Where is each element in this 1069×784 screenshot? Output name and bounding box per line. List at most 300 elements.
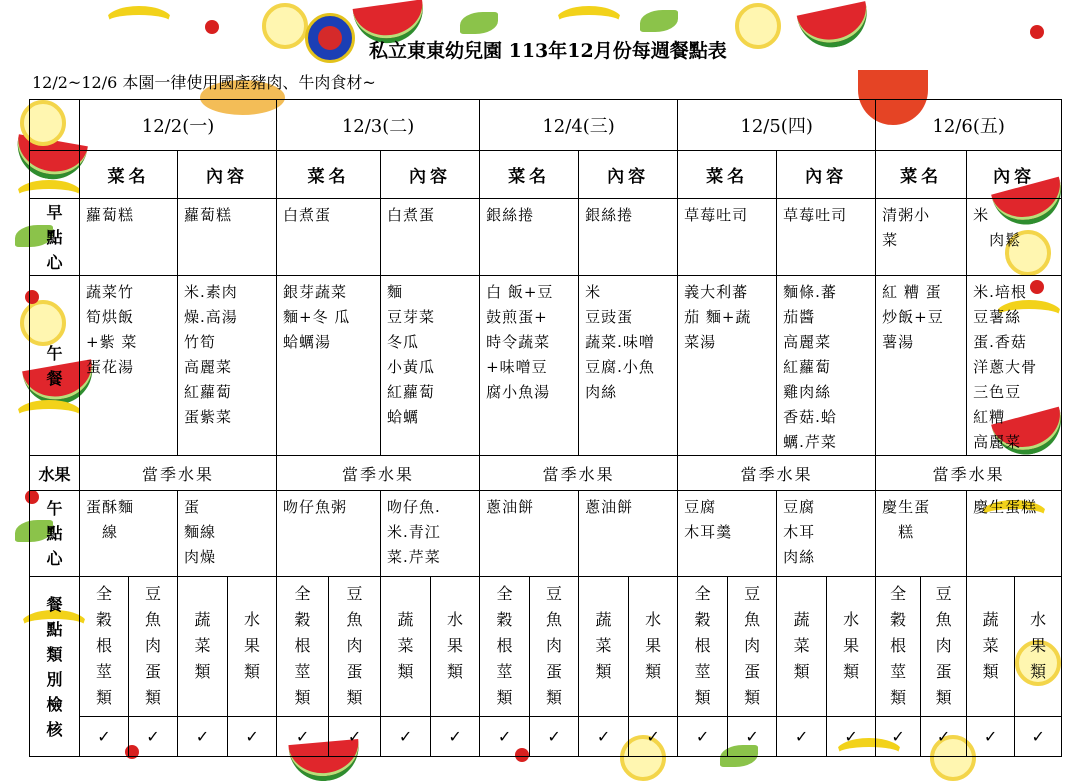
category-char: 水 — [1030, 610, 1047, 629]
column-header-name: 菜名 — [678, 151, 777, 199]
text-line: 白煮蛋 — [283, 206, 332, 224]
row-label-char: 別 — [46, 669, 63, 689]
banana-decoration — [105, 6, 173, 37]
snack-content — [777, 491, 876, 577]
category-char: 莖 — [95, 662, 112, 681]
lunch-name — [277, 276, 381, 456]
category-char: 莖 — [496, 662, 513, 681]
check-mark: ✓ — [827, 717, 876, 757]
text-line: 木耳 — [783, 523, 816, 541]
check-mark: ✓ — [228, 717, 277, 757]
check-mark: ✓ — [277, 717, 329, 757]
text-line: 小黃瓜 — [387, 358, 436, 376]
check-mark: ✓ — [1015, 717, 1062, 757]
text-line: 鼓煎蛋+ — [486, 308, 548, 326]
food-category — [876, 577, 921, 717]
row-label-char: 餐 — [46, 594, 63, 614]
text-line: 麵線 — [184, 523, 217, 541]
cherry-decoration — [1030, 25, 1044, 39]
row-label-lunch — [30, 276, 80, 456]
column-header-content: 內容 — [579, 151, 678, 199]
food-category — [80, 577, 129, 717]
text-line: 蛋.香菇 — [973, 333, 1027, 351]
text-line: 米.素肉 — [184, 283, 238, 301]
breakfast-content — [178, 199, 277, 276]
lunch-name — [480, 276, 579, 456]
check-mark: ✓ — [777, 717, 827, 757]
category-char: 蔬 — [194, 610, 211, 629]
text-line: 義大利蕃 — [684, 283, 749, 301]
text-line: 麵+冬 瓜 — [283, 308, 351, 326]
text-line: 肉鬆 — [973, 231, 1022, 249]
row-label-fruit: 水果 — [30, 456, 80, 491]
page-title: 私立東東幼兒園 113年12月份每週餐點表 — [369, 40, 727, 62]
text-line: 紅蘿蔔 — [184, 383, 233, 401]
lunch-content — [777, 276, 876, 456]
day-header-row — [30, 100, 1062, 151]
snack-content — [967, 491, 1062, 577]
day-header: 12/2(一) — [80, 100, 277, 151]
category-char: 根 — [890, 636, 907, 655]
category-char: 魚 — [346, 610, 363, 629]
breakfast-content — [777, 199, 876, 276]
breakfast-name — [80, 199, 178, 276]
category-char: 果 — [645, 636, 662, 655]
category-char — [777, 581, 826, 607]
category-char: 蔬 — [982, 610, 999, 629]
category-char: 類 — [346, 688, 363, 707]
category-char: 類 — [294, 688, 311, 707]
category-char: 類 — [95, 688, 112, 707]
category-char: 蛋 — [346, 662, 363, 681]
day-header: 12/5(四) — [678, 100, 876, 151]
check-mark: ✓ — [480, 717, 530, 757]
category-char: 魚 — [935, 610, 952, 629]
text-line: 蘿蔔糕 — [86, 206, 135, 224]
category-char: 穀 — [294, 610, 311, 629]
text-line: 菜.芹菜 — [387, 548, 441, 566]
food-category — [967, 577, 1015, 717]
category-char: 豆 — [935, 584, 952, 603]
category-char: 豆 — [546, 584, 563, 603]
category-char: 類 — [935, 688, 952, 707]
category-char: 類 — [194, 662, 211, 681]
category-char: 肉 — [546, 636, 563, 655]
text-line: 慶生蛋 — [882, 498, 931, 516]
text-line: 豆腐 — [783, 498, 816, 516]
category-char: 類 — [397, 662, 414, 681]
corner-cell — [30, 100, 80, 151]
category-char: 蔬 — [397, 610, 414, 629]
category-char — [1015, 581, 1061, 607]
category-char: 類 — [843, 662, 860, 681]
text-line: 豆腐 — [684, 498, 717, 516]
food-category — [431, 577, 480, 717]
snack-name — [80, 491, 178, 577]
text-line: 紅 糟 蛋 — [882, 283, 942, 301]
category-char: 類 — [496, 688, 513, 707]
text-line: 菜 — [882, 231, 899, 249]
breakfast-name — [480, 199, 579, 276]
category-char: 根 — [496, 636, 513, 655]
category-char: 全 — [95, 584, 112, 603]
text-line: 薯湯 — [882, 333, 915, 351]
category-char — [629, 581, 677, 607]
check-row — [30, 717, 1062, 757]
text-line: 冬瓜 — [387, 333, 420, 351]
food-category — [1015, 577, 1062, 717]
food-category — [277, 577, 329, 717]
lunch-content — [579, 276, 678, 456]
text-line: 高麗菜 — [973, 433, 1022, 451]
text-line: 洋蔥大骨 — [973, 358, 1038, 376]
text-line: 慶生蛋糕 — [973, 498, 1038, 516]
text-line: 高麗菜 — [184, 358, 233, 376]
day-header: 12/4(三) — [480, 100, 678, 151]
row-label-breakfast — [30, 199, 80, 276]
text-line: 茄 麵+蔬 — [684, 308, 752, 326]
check-mark: ✓ — [530, 717, 579, 757]
category-char: 菜 — [595, 636, 612, 655]
category-char: 豆 — [346, 584, 363, 603]
food-category — [629, 577, 678, 717]
watermelon-decoration — [797, 1, 874, 54]
text-line: 豆芽菜 — [387, 308, 436, 326]
category-char: 豆 — [744, 584, 761, 603]
text-line: 糕 — [882, 523, 915, 541]
text-line: 雞肉絲 — [783, 383, 832, 401]
column-header-name: 菜名 — [277, 151, 381, 199]
category-char: 蛋 — [546, 662, 563, 681]
lunch-row — [30, 276, 1062, 456]
text-line: 蛤蠣湯 — [283, 333, 332, 351]
text-line: 竹筍 — [184, 333, 217, 351]
category-char: 水 — [244, 610, 261, 629]
column-header-content: 內容 — [381, 151, 480, 199]
category-char: 類 — [793, 662, 810, 681]
text-line: 蛋 — [184, 498, 201, 516]
row-label-char: 點 — [46, 227, 63, 247]
text-line: 白煮蛋 — [387, 206, 436, 224]
check-mark: ✓ — [921, 717, 967, 757]
row-label-char: 午 — [46, 343, 63, 363]
category-char: 果 — [843, 636, 860, 655]
category-row — [30, 577, 1062, 717]
text-line: 蠣.芹菜 — [783, 433, 837, 451]
text-line: 紅蘿蔔 — [783, 358, 832, 376]
category-char: 類 — [1030, 662, 1047, 681]
snack-name — [277, 491, 381, 577]
text-line: 蛤蠣 — [387, 408, 420, 426]
fruit-cell: 當季水果 — [876, 456, 1062, 491]
breakfast-name — [277, 199, 381, 276]
text-line: 草莓吐司 — [684, 206, 749, 224]
category-char: 類 — [595, 662, 612, 681]
category-char: 水 — [843, 610, 860, 629]
row-label-char: 心 — [46, 549, 63, 568]
category-char: 豆 — [144, 584, 161, 603]
text-line: 蔬菜.味噌 — [585, 333, 655, 351]
text-line: 蛋酥麵 — [86, 498, 135, 516]
lunch-name — [876, 276, 967, 456]
weekly-menu-table — [29, 99, 1062, 757]
category-char — [431, 581, 479, 607]
text-line: 麵條.蕃 — [783, 283, 837, 301]
text-line: 肉絲 — [585, 383, 618, 401]
food-category — [178, 577, 228, 717]
menu-note: 12/2~12/6 本園一律使用國產豬肉、牛肉食材~ — [32, 73, 376, 92]
breakfast-content — [579, 199, 678, 276]
text-line: 炒飯+豆 — [882, 308, 944, 326]
snack-row — [30, 491, 1062, 577]
check-mark: ✓ — [678, 717, 728, 757]
category-char: 類 — [447, 662, 464, 681]
breakfast-content — [967, 199, 1062, 276]
day-header: 12/6(五) — [876, 100, 1062, 151]
lemon-slice-decoration — [735, 3, 781, 49]
breakfast-row — [30, 199, 1062, 276]
snack-content — [579, 491, 678, 577]
check-mark: ✓ — [728, 717, 777, 757]
check-mark: ✓ — [80, 717, 129, 757]
text-line: 時令蔬菜 — [486, 333, 551, 351]
category-char: 蛋 — [744, 662, 761, 681]
breakfast-name — [678, 199, 777, 276]
category-char: 肉 — [144, 636, 161, 655]
text-line: 線 — [86, 523, 119, 541]
category-char: 穀 — [694, 610, 711, 629]
text-line: 吻仔魚. — [387, 498, 441, 516]
food-category — [381, 577, 431, 717]
breakfast-content — [381, 199, 480, 276]
category-char: 菜 — [194, 636, 211, 655]
category-char: 果 — [244, 636, 261, 655]
check-mark: ✓ — [579, 717, 629, 757]
column-header-content: 內容 — [178, 151, 277, 199]
cherry-decoration — [205, 20, 219, 34]
category-char: 水 — [645, 610, 662, 629]
row-label-char: 檢 — [46, 694, 63, 714]
food-category — [129, 577, 178, 717]
row-label-snack — [30, 491, 80, 577]
category-char: 魚 — [744, 610, 761, 629]
text-line: 茄醬 — [783, 308, 816, 326]
category-char: 肉 — [744, 636, 761, 655]
category-char: 類 — [244, 662, 261, 681]
check-mark: ✓ — [129, 717, 178, 757]
fruit-row — [30, 456, 1062, 491]
category-char — [228, 581, 276, 607]
check-mark: ✓ — [967, 717, 1015, 757]
snack-content — [178, 491, 277, 577]
category-char: 肉 — [935, 636, 952, 655]
category-char: 根 — [294, 636, 311, 655]
text-line: 紅糟 — [973, 408, 1006, 426]
fruit-cell: 當季水果 — [277, 456, 480, 491]
row-label-char: 餐 — [46, 368, 63, 388]
category-char: 蔬 — [595, 610, 612, 629]
category-char: 果 — [1030, 636, 1047, 655]
banana-decoration — [555, 6, 623, 37]
column-header-content: 內容 — [967, 151, 1062, 199]
category-char: 蔬 — [793, 610, 810, 629]
lunch-content — [178, 276, 277, 456]
text-line: 清粥小 — [882, 206, 931, 224]
text-line: 肉燥 — [184, 548, 217, 566]
food-category — [329, 577, 381, 717]
snack-name — [480, 491, 579, 577]
row-label-char: 午 — [46, 499, 63, 518]
category-char: 菜 — [982, 636, 999, 655]
check-mark: ✓ — [629, 717, 678, 757]
check-mark: ✓ — [876, 717, 921, 757]
food-category — [228, 577, 277, 717]
text-line: 豆豉蛋 — [585, 308, 634, 326]
category-char: 根 — [95, 636, 112, 655]
text-line: 菜湯 — [684, 333, 717, 351]
category-char — [967, 581, 1014, 607]
row-label-char: 點 — [46, 619, 63, 639]
text-line: 香菇.蛤 — [783, 408, 837, 426]
column-header-content: 內容 — [777, 151, 876, 199]
category-char — [827, 581, 875, 607]
check-mark: ✓ — [329, 717, 381, 757]
text-line: 米 — [585, 283, 602, 301]
text-line: 麵 — [387, 283, 404, 301]
text-line: 蛋紫菜 — [184, 408, 233, 426]
text-line: 蔬菜竹 — [86, 283, 135, 301]
check-mark: ✓ — [178, 717, 228, 757]
text-line: 筍烘飯 — [86, 308, 135, 326]
category-char: 魚 — [144, 610, 161, 629]
text-line: 銀芽蔬菜 — [283, 283, 348, 301]
text-line: +紫 菜 — [86, 333, 138, 351]
category-char: 莖 — [890, 662, 907, 681]
food-category — [728, 577, 777, 717]
text-line: 白 飯+豆 — [486, 283, 554, 301]
row-label-check — [30, 577, 80, 757]
category-char: 類 — [982, 662, 999, 681]
text-line: 蘿蔔糕 — [184, 206, 233, 224]
category-char: 蛋 — [935, 662, 952, 681]
category-char: 類 — [744, 688, 761, 707]
category-char — [381, 581, 430, 607]
row-label-char: 類 — [46, 644, 63, 664]
category-char: 魚 — [546, 610, 563, 629]
breakfast-name — [876, 199, 967, 276]
category-char: 肉 — [346, 636, 363, 655]
category-char: 穀 — [496, 610, 513, 629]
category-char: 水 — [447, 610, 464, 629]
category-char: 菜 — [793, 636, 810, 655]
text-line: 蔥油餅 — [585, 498, 634, 516]
food-category — [921, 577, 967, 717]
lemon-slice-decoration — [262, 3, 308, 49]
category-char: 全 — [694, 584, 711, 603]
text-line: 紅蘿蔔 — [387, 383, 436, 401]
category-char: 類 — [694, 688, 711, 707]
row-label-char: 早 — [46, 202, 63, 222]
category-char: 全 — [496, 584, 513, 603]
lunch-content — [381, 276, 480, 456]
column-header-row — [30, 151, 1062, 199]
category-char: 菜 — [397, 636, 414, 655]
snack-name — [678, 491, 777, 577]
check-mark: ✓ — [431, 717, 480, 757]
food-category — [579, 577, 629, 717]
leaf-decoration — [460, 12, 498, 34]
text-line: 木耳羹 — [684, 523, 733, 541]
category-char: 類 — [144, 688, 161, 707]
check-mark: ✓ — [381, 717, 431, 757]
category-char — [579, 581, 628, 607]
food-category — [777, 577, 827, 717]
category-char: 類 — [546, 688, 563, 707]
lunch-name — [80, 276, 178, 456]
column-header-name: 菜名 — [80, 151, 178, 199]
category-char — [178, 581, 227, 607]
category-char: 蛋 — [144, 662, 161, 681]
text-line: 豆腐.小魚 — [585, 358, 655, 376]
fruit-cell: 當季水果 — [480, 456, 678, 491]
text-line: 高麗菜 — [783, 333, 832, 351]
text-line: 米.青江 — [387, 523, 441, 541]
fruit-cell: 當季水果 — [678, 456, 876, 491]
category-char: 根 — [694, 636, 711, 655]
row-label-char: 點 — [46, 524, 63, 543]
category-char: 果 — [447, 636, 464, 655]
category-char: 莖 — [694, 662, 711, 681]
lunch-name — [678, 276, 777, 456]
food-category — [827, 577, 876, 717]
snack-name — [876, 491, 967, 577]
text-line: 腐小魚湯 — [486, 383, 551, 401]
column-header-name: 菜名 — [480, 151, 579, 199]
food-category — [530, 577, 579, 717]
text-line: 豆薯絲 — [973, 308, 1022, 326]
lunch-content — [967, 276, 1062, 456]
day-header: 12/3(二) — [277, 100, 480, 151]
snack-content — [381, 491, 480, 577]
corner-cell — [30, 151, 80, 199]
food-category — [480, 577, 530, 717]
school-logo — [305, 13, 355, 63]
text-line: 草莓吐司 — [783, 206, 848, 224]
text-line: 銀絲捲 — [585, 206, 634, 224]
leaf-decoration — [640, 10, 678, 32]
fruit-cell: 當季水果 — [80, 456, 277, 491]
category-char: 全 — [890, 584, 907, 603]
text-line: 米.培根 — [973, 283, 1027, 301]
text-line: 燥.高湯 — [184, 308, 238, 326]
category-char: 全 — [294, 584, 311, 603]
text-line: 銀絲捲 — [486, 206, 535, 224]
text-line: 三色豆 — [973, 383, 1022, 401]
category-char: 類 — [890, 688, 907, 707]
column-header-name: 菜名 — [876, 151, 967, 199]
text-line: 米 — [973, 206, 990, 224]
food-category — [678, 577, 728, 717]
row-label-char: 核 — [46, 719, 63, 739]
text-line: +味噌豆 — [486, 358, 548, 376]
text-line: 蛋花湯 — [86, 358, 135, 376]
category-char: 穀 — [95, 610, 112, 629]
text-line: 肉絲 — [783, 548, 816, 566]
category-char: 類 — [645, 662, 662, 681]
text-line: 蔥油餅 — [486, 498, 535, 516]
category-char: 穀 — [890, 610, 907, 629]
text-line: 吻仔魚粥 — [283, 498, 348, 516]
